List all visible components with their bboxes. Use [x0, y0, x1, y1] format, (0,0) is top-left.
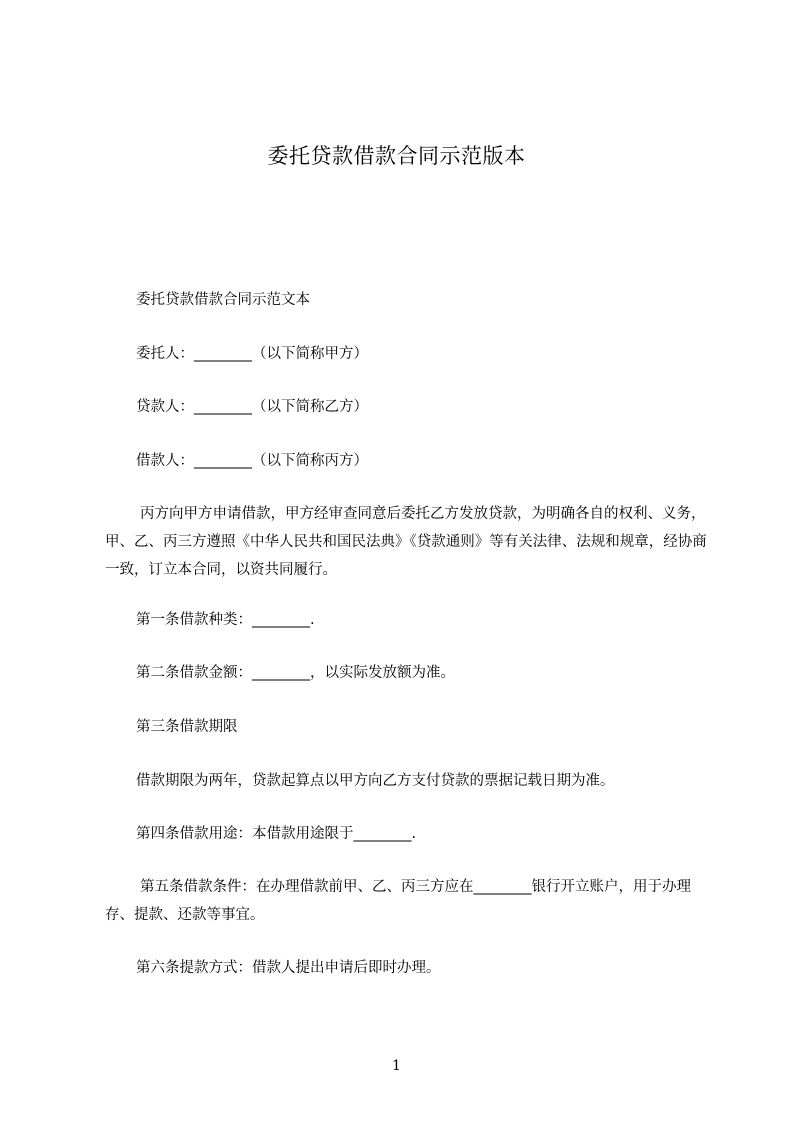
page-number: 1: [392, 1058, 401, 1074]
party-borrower: 借款人：________（以下简称丙方）: [136, 453, 368, 469]
article-6: 第六条提款方式：借款人提出申请后即时办理。: [136, 960, 441, 976]
document-subtitle: 委托贷款借款合同示范文本: [136, 292, 310, 308]
article-5: 第五条借款条件：在办理借款前甲、乙、丙三方应在________银行开立账户，用于办理存、提款、还款等事宜。: [105, 879, 691, 923]
preamble-paragraph: 丙方向甲方申请借款，甲方经审查同意后委托乙方发放贷款，为明确各自的权利、义务，甲、乙、丙三方遵照《中华人民共和国民法典》《贷款通则》等有关法律、法规和规章，经协商一致，订立本合同，以资共同履行。: [105, 506, 707, 578]
party-lender: 贷款人：________（以下简称乙方）: [136, 399, 368, 415]
party-entrustor: 委托人：________（以下简称甲方）: [136, 346, 368, 362]
article-1: 第一条借款种类：________.: [136, 612, 315, 628]
article-3-body: 借款期限为两年，贷款起算点以甲方向乙方支付贷款的票据记载日期为准。: [136, 773, 615, 789]
article-2: 第二条借款金额：________，以实际发放额为准。: [136, 665, 455, 681]
document-title: 委托贷款借款合同示范版本: [267, 144, 526, 168]
article-3-heading: 第三条借款期限: [136, 719, 238, 735]
article-4: 第四条借款用途：本借款用途限于________.: [136, 826, 417, 842]
